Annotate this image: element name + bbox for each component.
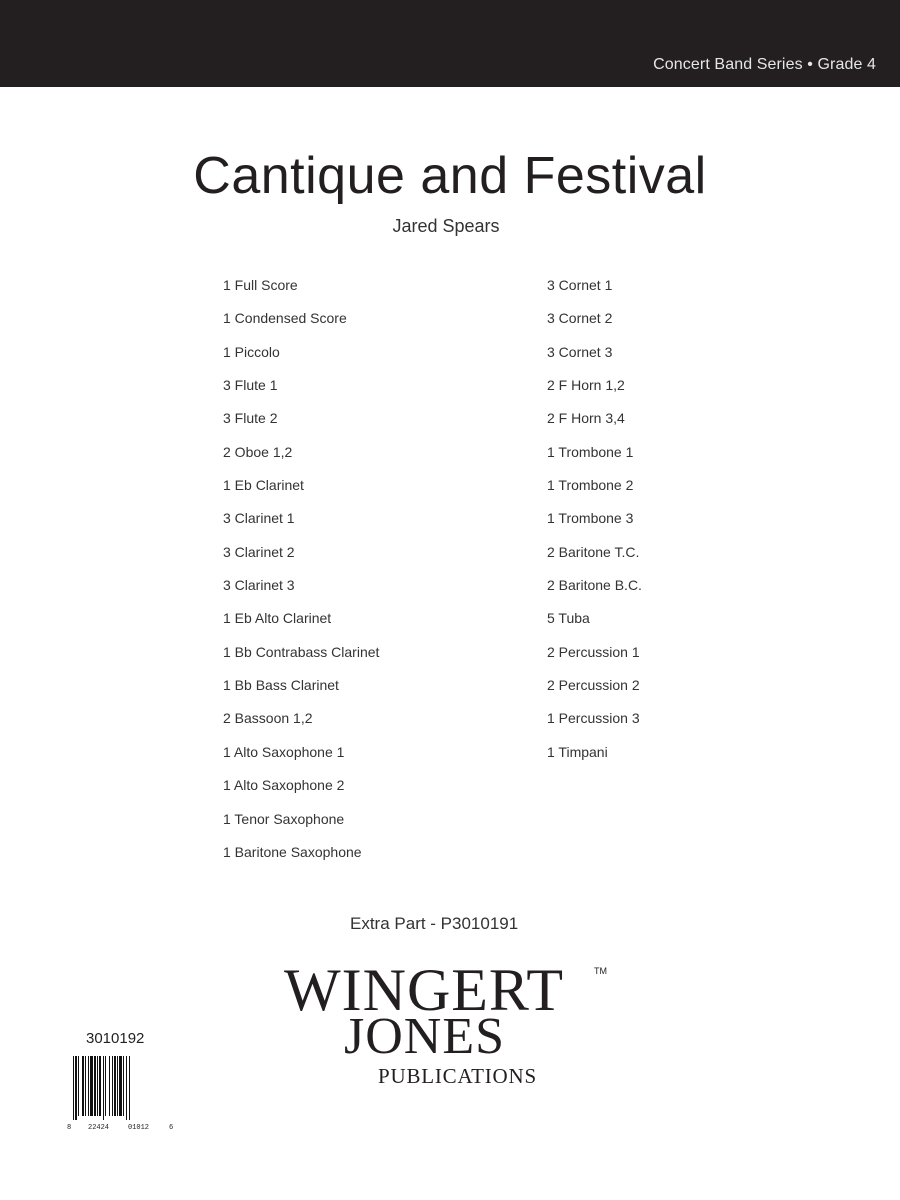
- logo-trademark: TM: [594, 966, 607, 976]
- logo-wingert: WINGERT: [284, 957, 564, 1023]
- part-item: 3 Clarinet 2: [223, 543, 295, 560]
- part-item: 3 Flute 2: [223, 410, 278, 427]
- part-item: 1 Percussion 3: [547, 710, 640, 727]
- part-item: 3 Cornet 3: [547, 343, 613, 360]
- parts-list-right: [547, 276, 642, 776]
- part-item: 1 Piccolo: [223, 343, 280, 360]
- part-item: 2 Bassoon 1,2: [223, 710, 313, 727]
- parts-list-left: [223, 276, 379, 876]
- part-item: 2 F Horn 3,4: [547, 410, 625, 427]
- part-item: 2 Percussion 1: [547, 643, 640, 660]
- part-item: 1 Bb Contrabass Clarinet: [223, 643, 380, 660]
- part-item: 5 Tuba: [547, 610, 590, 627]
- part-item: 3 Flute 1: [223, 377, 278, 394]
- composer-name: Jared Spears: [392, 216, 500, 236]
- part-item: 1 Alto Saxophone 1: [223, 743, 345, 760]
- piece-title: Cantique and Festival: [193, 147, 707, 205]
- part-item: 1 Eb Clarinet: [223, 477, 304, 494]
- series-grade-label: Concert Band Series • Grade 4: [653, 56, 876, 73]
- part-item: 1 Alto Saxophone 2: [223, 777, 345, 794]
- logo-publications: PUBLICATIONS: [378, 1064, 537, 1088]
- logo-jones: JONES: [344, 1008, 506, 1065]
- product-code: 3010192: [86, 1030, 145, 1047]
- part-item: 2 Baritone B.C.: [547, 577, 642, 594]
- part-item: 1 Tenor Saxophone: [223, 810, 345, 827]
- barcode-group-2: 01012: [128, 1124, 150, 1131]
- part-item: 1 Baritone Saxophone: [223, 843, 362, 860]
- part-item: 1 Condensed Score: [223, 310, 347, 327]
- part-item: 1 Full Score: [223, 277, 298, 293]
- barcode-icon: [66, 1056, 176, 1131]
- barcode-digit-left: 8: [67, 1124, 72, 1131]
- part-item: 2 F Horn 1,2: [547, 377, 625, 394]
- extra-part-code: Extra Part - P3010191: [350, 914, 519, 933]
- part-item: 1 Eb Alto Clarinet: [223, 610, 332, 627]
- part-item: 2 Oboe 1,2: [223, 443, 293, 460]
- part-item: 1 Trombone 3: [547, 510, 634, 527]
- header-bar: [0, 0, 900, 87]
- part-item: 1 Timpani: [547, 743, 608, 760]
- part-item: 3 Cornet 1: [547, 277, 613, 293]
- publisher-logo: [284, 957, 614, 1095]
- part-item: 3 Cornet 2: [547, 310, 613, 327]
- barcode-digit-right: 6: [169, 1124, 174, 1131]
- part-item: 3 Clarinet 1: [223, 510, 295, 527]
- part-item: 2 Percussion 2: [547, 677, 640, 694]
- part-item: 2 Baritone T.C.: [547, 543, 640, 560]
- part-item: 1 Trombone 2: [547, 477, 634, 494]
- part-item: 1 Trombone 1: [547, 443, 634, 460]
- barcode-group-1: 22424: [88, 1124, 110, 1131]
- part-item: 3 Clarinet 3: [223, 577, 295, 594]
- part-item: 1 Bb Bass Clarinet: [223, 677, 339, 694]
